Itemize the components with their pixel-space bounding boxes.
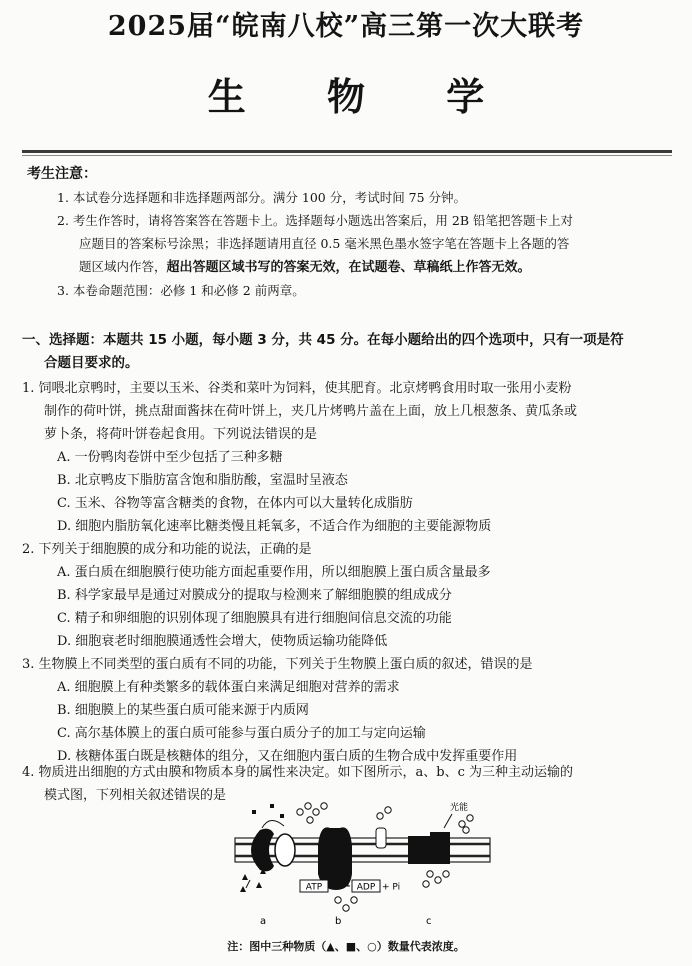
divider-line-thin [22, 155, 672, 156]
label-b: b [335, 916, 342, 927]
option: D. 核糖体蛋白既是核糖体的组分，又在细胞内蛋白质的生物合成中发挥重要作用 [57, 749, 518, 764]
question-1-stem [22, 377, 672, 446]
carrier-protein-a2 [275, 834, 295, 866]
section-line-1: 一、选择题：本题共 15 小题，每小题 3 分，共 45 分。在每小题给出的四个选项中，只有一项是符 [22, 332, 624, 348]
triangle-molecule [240, 886, 246, 892]
option: C. 玉米、谷物等富含糖类的食物，在体内可以大量转化成脂肪 [57, 496, 413, 511]
question-2-stem [22, 538, 672, 561]
adp-label: ADP [356, 882, 376, 893]
transport-diagram [230, 800, 500, 930]
arrow [246, 880, 250, 888]
circle-molecule [459, 821, 465, 827]
circle-molecule [435, 877, 441, 883]
notice-item-2-end [57, 255, 672, 279]
option: B. 北京鸭皮下脂肪富含饱和脂肪酸，室温时呈液态 [57, 473, 348, 488]
square-molecule [252, 810, 256, 814]
stem-line: 萝卜条，将荷叶饼卷起食用。下列说法错误的是 [44, 427, 318, 442]
lightning-icon [444, 814, 452, 828]
circle-molecule [377, 813, 383, 819]
circle-molecule [427, 871, 433, 877]
option: A. 细胞膜上有种类繁多的载体蛋白来满足细胞对营养的需求 [57, 680, 400, 695]
option: C. 精子和卵细胞的识别体现了细胞膜具有进行细胞间信息交流的功能 [57, 611, 452, 626]
circle-molecule [443, 871, 449, 877]
stem-line: 制作的荷叶饼，挑点甜面酱抹在荷叶饼上，夹几片烤鸭片盖在上面，放上几根葱条、黄瓜条或 [44, 404, 578, 419]
circle-molecule [307, 817, 313, 823]
atp-label: ATP [305, 882, 323, 893]
light-pump-c [408, 836, 450, 864]
circle-molecule [335, 897, 341, 903]
circle-molecule [385, 807, 391, 813]
notice-item-3: 3. 本卷命题范围：必修 1 和必修 2 前两章。 [57, 283, 305, 298]
stem-line: 3. 生物膜上不同类型的蛋白质有不同的功能，下列关于生物膜上蛋白质的叙述，错误的是 [22, 657, 533, 672]
light-pump-c-top [430, 832, 450, 840]
notice-text: 题区域内作答， [79, 259, 167, 274]
divider-line [22, 150, 672, 153]
subject-title: 生 物 学 [207, 74, 519, 119]
label-c: c [426, 916, 432, 927]
triangle-molecule [256, 882, 262, 888]
notice-item-2: 2. 考生作答时，请将答案答在答题卡上。选择题每小题选出答案后，用 2B 铅笔把答题卡上对 [57, 213, 573, 228]
notice-heading: 考生注意： [27, 166, 97, 182]
section-line-2: 合题目要求的。 [44, 355, 139, 371]
circle-molecule [423, 881, 429, 887]
arrow [262, 820, 284, 828]
option: D. 细胞内脂肪氧化速率比糖类慢且耗氧多，不适合作为细胞的主要能源物质 [57, 519, 492, 534]
stem-line: 模式图，下列相关叙述错误的是 [44, 788, 227, 803]
question-1-options [57, 446, 672, 538]
question-3-options [57, 676, 672, 768]
option: D. 细胞衰老时细胞膜通透性会增大，使物质运输功能降低 [57, 634, 388, 649]
circle-molecule [343, 905, 349, 911]
stem-line: 4. 物质进出细胞的方式由膜和物质本身的属性来决定。如下图所示，a、b、c 为三种主动运输的 [22, 765, 574, 780]
membrane [235, 838, 490, 862]
circle-molecule [313, 809, 319, 815]
exam-title: 2025届“皖南八校”高三第一次大联考 [107, 11, 585, 42]
carrier-protein-a [251, 829, 274, 872]
notice-emphasis: 超出答题区域书写的答案无效，在试题卷、草稿纸上作答无效。 [166, 260, 531, 275]
notice-item-2-cont: 应题目的答案标号涂黑；非选择题请用直径 0.5 毫米黑色墨水签字笔在答题卡上各题的答 [79, 236, 570, 251]
triangle-molecule [242, 874, 248, 880]
notice-item-1: 1. 本试卷分选择题和非选择题两部分。满分 100 分，考试时间 75 分钟。 [57, 190, 467, 205]
circle-molecule [463, 827, 469, 833]
label-a: a [260, 916, 267, 927]
question-3-stem [22, 653, 672, 676]
light-energy-label: 光能 [450, 803, 469, 813]
membrane-protein [376, 828, 386, 848]
circle-molecule [321, 803, 327, 809]
question-2-options [57, 561, 672, 653]
option: B. 科学家最早是通过对膜成分的提取与检测来了解细胞膜的组成成分 [57, 588, 452, 603]
stem-line: 2. 下列关于细胞膜的成分和功能的说法，正确的是 [22, 542, 312, 557]
circle-molecule [467, 815, 473, 821]
square-molecule [270, 804, 274, 808]
option: B. 细胞膜上的某些蛋白质可能来源于内质网 [57, 703, 309, 718]
option: A. 蛋白质在细胞膜行使功能方面起重要作用，所以细胞膜上蛋白质含量最多 [57, 565, 491, 580]
option: C. 高尔基体膜上的蛋白质可能参与蛋白质分子的加工与定向运输 [57, 726, 426, 741]
section-heading [22, 329, 672, 375]
pi-label: + Pi [382, 882, 401, 893]
stem-line: 1. 饲喂北京鸭时，主要以玉米、谷类和菜叶为饲料，使其肥育。北京烤鸭食用时取一张用小麦粉 [22, 381, 572, 396]
circle-molecule [305, 803, 311, 809]
circle-molecule [351, 897, 357, 903]
figure-note: 注：图中三种物质（▲、■、○）数量代表浓度。 [227, 940, 465, 953]
circle-molecule [297, 809, 303, 815]
option: A. 一份鸭肉卷饼中至少包括了三种多糖 [57, 450, 283, 465]
square-molecule [280, 814, 284, 818]
